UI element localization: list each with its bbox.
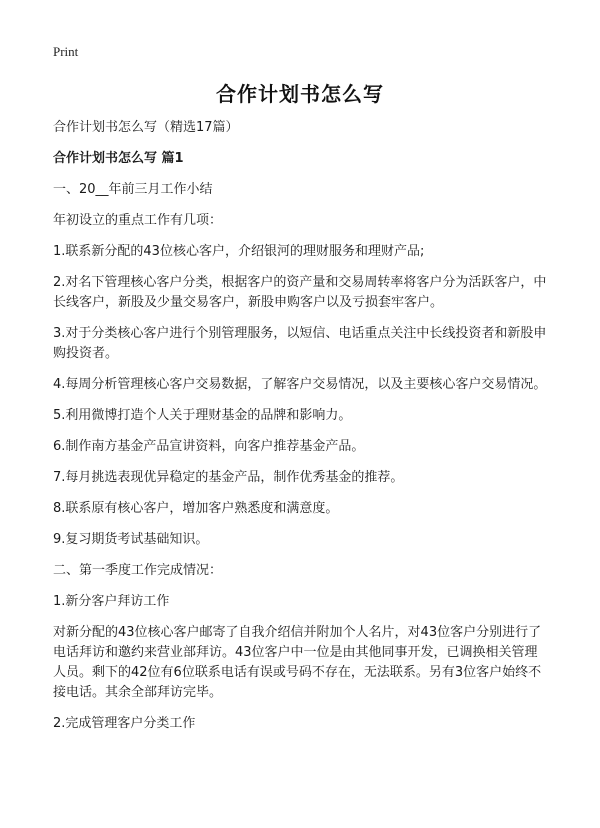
list-item: 2.对名下管理核心客户分类，根据客户的资产量和交易周转率将客户分为活跃客户，中长线客户，新股及少量交易客户，新股申购客户以及亏损套牢客户。 [53, 275, 547, 310]
list-item: 4.每周分析管理核心客户交易数据，了解客户交易情况，以及主要核心客户交易情况。 [53, 377, 547, 392]
list-item: 9.复习期货考试基础知识。 [53, 532, 209, 547]
list-item: 7.每月挑选表现优异稳定的基金产品，制作优秀基金的推荐。 [53, 470, 404, 485]
document-body [53, 118, 549, 745]
paragraph: 一、20__年前三月工作小结 [53, 182, 213, 197]
list-item: 5.利用微博打造个人关于理财基金的品牌和影响力。 [53, 408, 352, 423]
paragraph: 年初设立的重点工作有几项： [53, 213, 223, 228]
paragraph: 二、第一季度工作完成情况： [53, 563, 223, 578]
section-heading: 合作计划书怎么写 篇1 [53, 151, 184, 166]
paragraph: 1.新分客户拜访工作 [53, 594, 170, 609]
print-label[interactable]: Print [53, 44, 79, 59]
list-item: 1.联系新分配的43位核心客户，介绍银河的理财服务和理财产品; [53, 244, 425, 259]
list-item: 3.对于分类核心客户进行个别管理服务，以短信、电话重点关注中长线投资者和新股申购投资者。 [53, 326, 547, 361]
paragraph: 对新分配的43位核心客户邮寄了自我介绍信并附加个人名片，对43位客户分别进行了电话拜访和邀约来营业部拜访。43位客户中一位是由其他同事开发，已调换相关管理人员。剩下的42位有6位联系电话有误或号码不存在，无法联系。另有3位客户始终不接电话。其余全部拜访完毕。 [53, 625, 542, 700]
subtitle-paragraph: 合作计划书怎么写（精选17篇） [53, 120, 239, 135]
list-item: 8.联系原有核心客户，增加客户熟悉度和满意度。 [53, 501, 339, 516]
paragraph: 2.完成管理客户分类工作 [53, 716, 196, 731]
list-item: 6.制作南方基金产品宣讲资料，向客户推荐基金产品。 [53, 439, 365, 454]
document-title: 合作计划书怎么写 [216, 82, 384, 106]
